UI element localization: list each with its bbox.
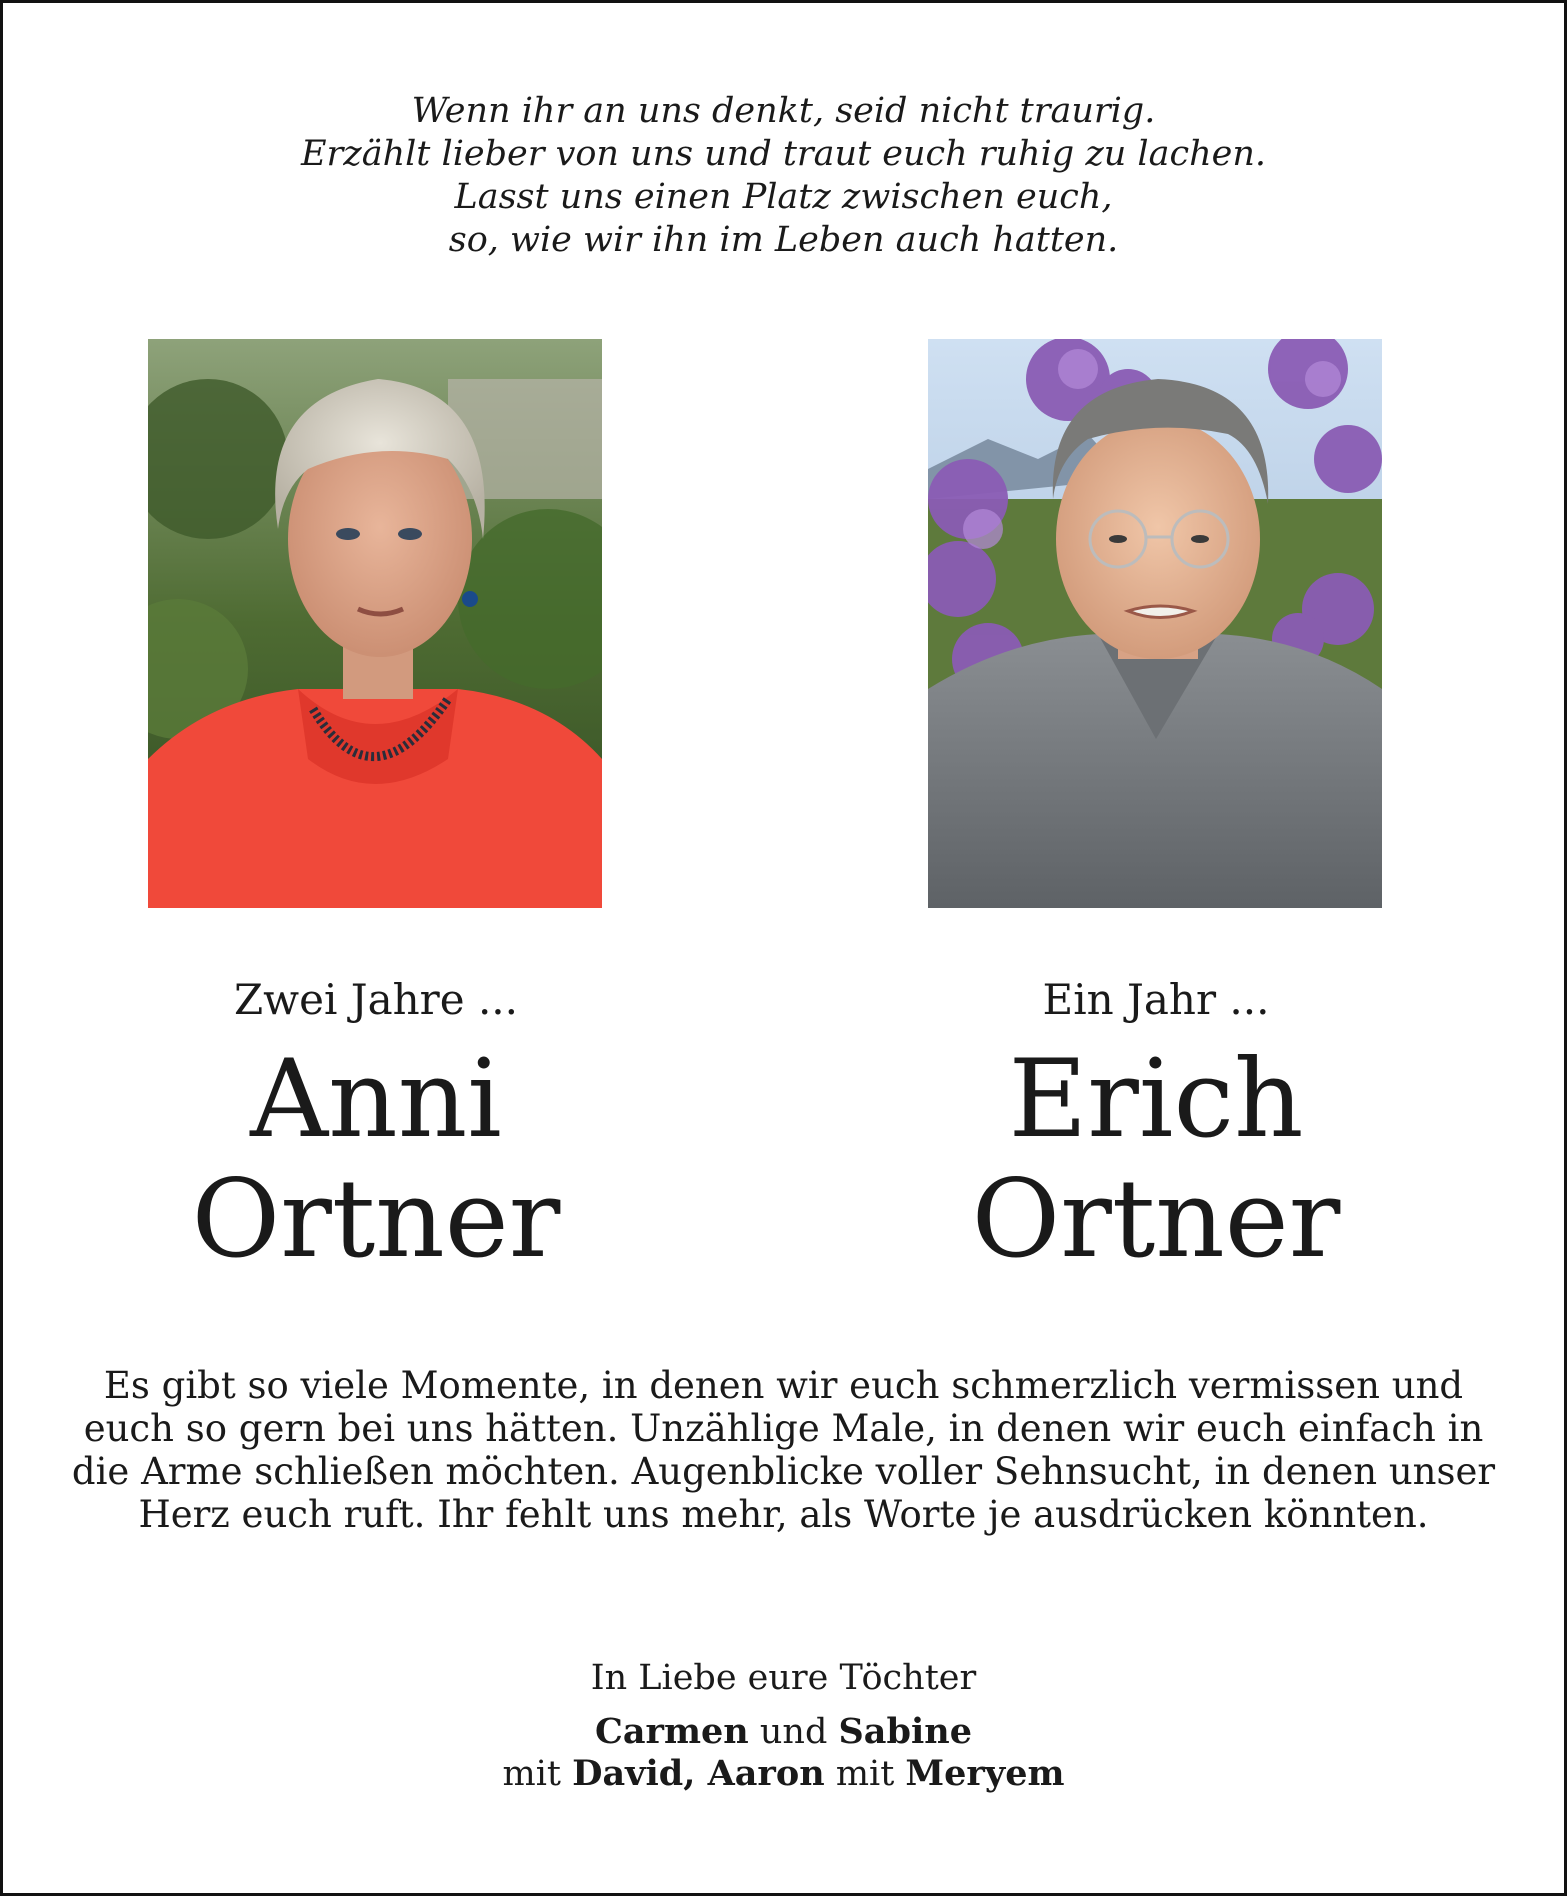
signature-conjunction: mit [835, 1754, 895, 1794]
anni-name [26, 1037, 726, 1282]
erich-first-name: Erich [1008, 1037, 1304, 1162]
memorial-erich [806, 970, 1506, 1280]
signature-conjunction: und [759, 1712, 828, 1752]
signature-name: David, Aaron [572, 1753, 825, 1794]
erich-last-name: Ortner [971, 1157, 1341, 1282]
signature-conjunction: mit [502, 1754, 561, 1794]
message-line: euch so gern bei uns hätten. Unzählige Male, in denen wir euch einfach in [83, 1407, 1484, 1450]
message-line: Es gibt so viele Momente, in denen wir euch schmerzlich vermissen und [103, 1364, 1464, 1407]
message-line: die Arme schließen möchten. Augenblicke voller Sehnsucht, in denen unser [71, 1450, 1496, 1493]
portrait-erich [928, 339, 1382, 908]
verse-line: so, wie wir ihn im Leben auch hatten. [448, 220, 1119, 260]
signature-line-daughters [0, 1711, 1567, 1753]
signature-name: Meryem [905, 1753, 1065, 1794]
erich-anniversary: Ein Jahr ... [1042, 975, 1270, 1024]
portrait-anni [148, 339, 602, 908]
verse-line: Lasst uns einen Platz zwischen euch, [454, 177, 1113, 217]
verse-line: Wenn ihr an uns denkt, seid nicht traurig. [411, 91, 1156, 131]
verse-line: Erzählt lieber von uns und traut euch ruhig zu lachen. [300, 134, 1267, 174]
erich-name [806, 1037, 1506, 1282]
signature-intro: In Liebe eure Töchter [590, 1658, 977, 1698]
memorial-message [0, 1364, 1567, 1536]
opening-verse [0, 90, 1567, 262]
signature-line-family [0, 1753, 1567, 1795]
signature-block [0, 1657, 1567, 1795]
message-line: Herz euch ruft. Ihr fehlt uns mehr, als Worte je ausdrücken könnten. [138, 1493, 1429, 1536]
anni-anniversary: Zwei Jahre ... [233, 975, 519, 1024]
anni-last-name: Ortner [191, 1157, 561, 1282]
signature-name: Sabine [838, 1711, 972, 1752]
signature-name: Carmen [595, 1711, 749, 1752]
anni-first-name: Anni [250, 1037, 502, 1162]
memorial-anni [26, 970, 726, 1280]
